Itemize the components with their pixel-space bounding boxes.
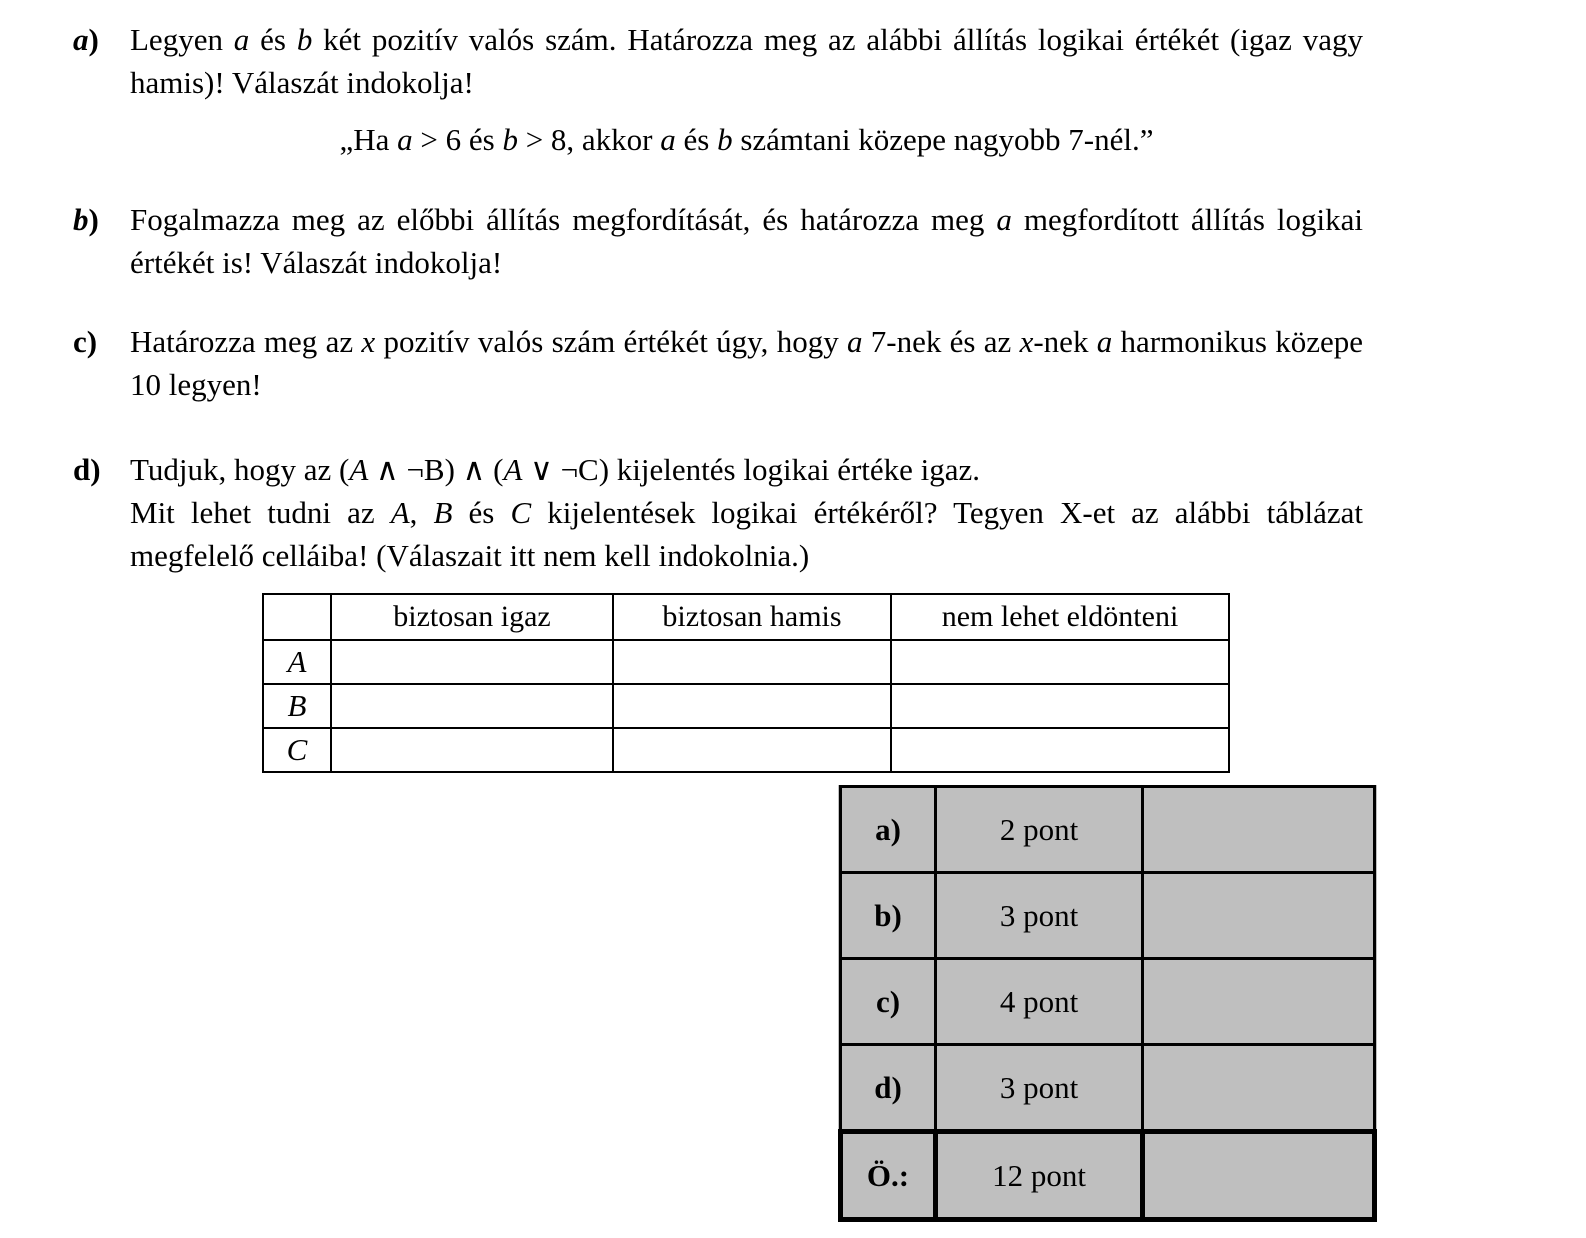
score-awarded-d[interactable]	[1143, 1045, 1375, 1132]
score-points-b: 3 pont	[936, 873, 1143, 959]
answer-cell-c-eldont[interactable]	[891, 728, 1229, 772]
answer-table-header-row	[263, 594, 1229, 640]
score-points-total: 12 pont	[936, 1132, 1143, 1220]
question-a-label: a)	[73, 22, 99, 57]
question-c-body	[130, 320, 1363, 406]
answer-cell-a-hamis[interactable]	[613, 640, 891, 684]
question-c-text: Határozza meg az x pozitív valós szám értékét úgy, hogy a 7-nek és az x-nek a harmonikus közepe 10 legyen!	[130, 324, 1363, 402]
question-a-body	[130, 18, 1363, 161]
score-label-total: Ö.:	[841, 1132, 936, 1220]
answer-table-rowlabel-a: A	[263, 640, 331, 684]
score-points-a: 2 pont	[936, 787, 1143, 873]
score-label-b: b)	[841, 873, 936, 959]
answer-table-corner-cell	[263, 594, 331, 640]
question-a-quote: „Ha a > 6 és b > 8, akkor a és b számtani közepe nagyobb 7-nél.”	[339, 122, 1154, 157]
score-points-c: 4 pont	[936, 959, 1143, 1045]
question-d-text-line2: Mit lehet tudni az A, B és C kijelentések logikai értékéről? Tegyen X-et az alábbi táblázat megfelelő celláiba! (Válaszait itt nem kell indokolnia.)	[130, 495, 1364, 573]
question-b-text: Fogalmazza meg az előbbi állítás megfordítását, és határozza meg a megfordított állítás logikai értékét is! Válaszát indokolja!	[130, 202, 1363, 280]
question-b	[73, 198, 1363, 284]
answer-cell-c-hamis[interactable]	[613, 728, 891, 772]
question-c-label: c)	[73, 324, 98, 359]
answer-table-rowlabel-c: C	[263, 728, 331, 772]
question-b-label: b)	[73, 202, 99, 237]
score-awarded-total[interactable]	[1143, 1132, 1375, 1220]
score-row-b	[841, 873, 1375, 959]
answer-cell-a-igaz[interactable]	[331, 640, 613, 684]
answer-table-row-a	[263, 640, 1229, 684]
answer-cell-b-hamis[interactable]	[613, 684, 891, 728]
answer-cell-a-eldont[interactable]	[891, 640, 1229, 684]
question-d-text-line1: Tudjuk, hogy az (A ∧ ¬B) ∧ (A ∨ ¬C) kijelentés logikai értéke igaz.	[130, 452, 981, 487]
score-points-d: 3 pont	[936, 1045, 1143, 1132]
question-a	[73, 18, 1363, 161]
score-label-d: d)	[841, 1045, 936, 1132]
score-label-a: a)	[841, 787, 936, 873]
answer-cell-c-igaz[interactable]	[331, 728, 613, 772]
question-d-label: d)	[73, 452, 101, 487]
score-row-a	[841, 787, 1375, 873]
score-awarded-b[interactable]	[1143, 873, 1375, 959]
answer-table-row-b	[263, 684, 1229, 728]
question-c	[73, 320, 1363, 406]
score-awarded-c[interactable]	[1143, 959, 1375, 1045]
score-row-c	[841, 959, 1375, 1045]
answer-table	[262, 593, 1230, 773]
answer-table-rowlabel-b: B	[263, 684, 331, 728]
answer-table-row-c	[263, 728, 1229, 772]
answer-cell-b-eldont[interactable]	[891, 684, 1229, 728]
score-awarded-a[interactable]	[1143, 787, 1375, 873]
question-d	[73, 448, 1363, 577]
question-b-body	[130, 198, 1363, 284]
answer-table-header-nem-lehet-eldonteni: nem lehet eldönteni	[891, 594, 1229, 640]
score-row-total	[841, 1132, 1375, 1220]
answer-cell-b-igaz[interactable]	[331, 684, 613, 728]
score-label-c: c)	[841, 959, 936, 1045]
score-row-d	[841, 1045, 1375, 1132]
question-d-body	[130, 448, 1363, 577]
answer-table-header-biztosan-igaz: biztosan igaz	[331, 594, 613, 640]
score-table	[838, 785, 1377, 1222]
answer-table-header-biztosan-hamis: biztosan hamis	[613, 594, 891, 640]
question-a-text: Legyen a és b két pozitív valós szám. Határozza meg az alábbi állítás logikai értékét (igaz vagy hamis)! Válaszát indokolja!	[130, 22, 1363, 100]
